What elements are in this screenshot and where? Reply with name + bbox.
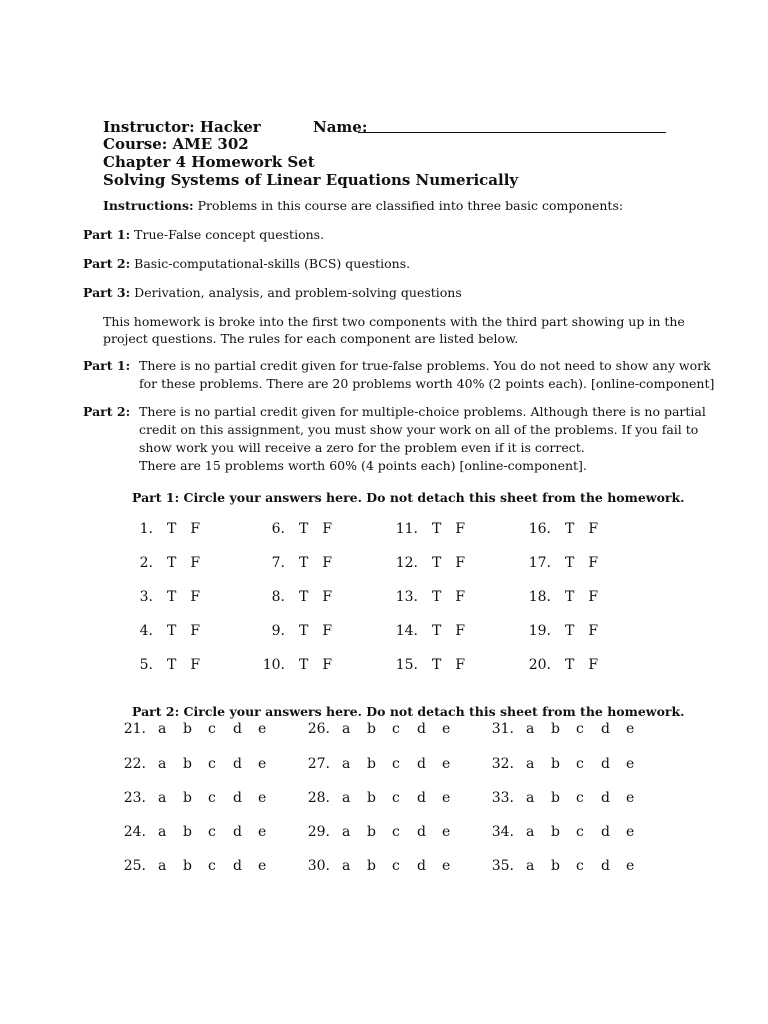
answer-option-b[interactable]: b (367, 721, 376, 737)
answer-option-a[interactable]: a (342, 721, 351, 737)
answer-option-f[interactable]: F (455, 589, 466, 605)
question-number: 28. (307, 790, 330, 806)
answer-option-c[interactable]: c (576, 824, 584, 840)
answer-option-a[interactable]: a (342, 824, 351, 840)
rule-label: Part 1: (83, 358, 131, 373)
multiple-choice-question (490, 858, 651, 874)
question-number: 24. (123, 824, 146, 840)
rule-label: Part 2: (83, 404, 131, 419)
multiple-choice-question (122, 824, 283, 840)
question-number: 5. (139, 657, 153, 673)
question-number: 22. (123, 756, 146, 772)
rule-line: There is no partial credit given for true-false problems. You do not need to show any work (139, 358, 711, 373)
answer-option-d[interactable]: d (417, 790, 426, 806)
component-item (83, 226, 324, 244)
intro-line-1: This homework is broke into the first two components with the third part showing up in the (103, 314, 685, 329)
answer-option-c[interactable]: c (576, 756, 584, 772)
true-false-question (257, 521, 346, 537)
answer-option-t[interactable]: T (167, 589, 177, 605)
answer-option-d[interactable]: d (601, 790, 610, 806)
question-number: 4. (139, 623, 153, 639)
question-number: 26. (307, 721, 330, 737)
component-label: Part 2: (83, 256, 131, 271)
answer-option-e[interactable]: e (258, 756, 267, 772)
answer-option-d[interactable]: d (417, 858, 426, 874)
answer-option-f[interactable]: F (588, 589, 599, 605)
question-number: 12. (395, 555, 418, 571)
answer-option-c[interactable]: c (208, 824, 216, 840)
answer-option-c[interactable]: c (208, 790, 216, 806)
answer-option-d[interactable]: d (233, 790, 242, 806)
answer-option-t[interactable]: T (299, 555, 309, 571)
answer-option-d[interactable]: d (233, 858, 242, 874)
answer-option-a[interactable]: a (526, 858, 535, 874)
answer-option-f[interactable]: F (190, 521, 201, 537)
answer-option-t[interactable]: T (432, 657, 442, 673)
answer-option-t[interactable]: T (565, 521, 575, 537)
answer-option-b[interactable]: b (183, 858, 192, 874)
multiple-choice-question (306, 790, 467, 806)
question-number: 11. (395, 521, 418, 537)
answer-option-b[interactable]: b (551, 721, 560, 737)
answer-option-d[interactable]: d (233, 824, 242, 840)
answer-option-t[interactable]: T (167, 555, 177, 571)
answer-option-e[interactable]: e (626, 858, 635, 874)
question-number: 13. (395, 589, 418, 605)
answer-option-c[interactable]: c (576, 721, 584, 737)
answer-option-b[interactable]: b (367, 824, 376, 840)
instructor-line: Instructor: Hacker (103, 118, 261, 136)
answer-option-d[interactable]: d (233, 721, 242, 737)
question-number: 2. (139, 555, 153, 571)
rule-line: credit on this assignment, you must show your work on all of the problems. If you fail to (139, 422, 699, 437)
answer-option-t[interactable]: T (432, 521, 442, 537)
question-number: 31. (491, 721, 514, 737)
answer-option-t[interactable]: T (565, 555, 575, 571)
question-number: 21. (123, 721, 146, 737)
answer-option-f[interactable]: F (322, 555, 333, 571)
answer-option-e[interactable]: e (442, 858, 451, 874)
answer-option-d[interactable]: d (233, 756, 242, 772)
answer-option-f[interactable]: F (190, 657, 201, 673)
component-item (83, 284, 462, 302)
answer-option-f[interactable]: F (455, 555, 466, 571)
multiple-choice-question (122, 790, 283, 806)
answer-option-c[interactable]: c (576, 858, 584, 874)
instructions-line (103, 197, 623, 215)
answer-option-a[interactable]: a (526, 824, 535, 840)
question-number: 23. (123, 790, 146, 806)
answer-option-b[interactable]: b (183, 790, 192, 806)
answer-option-a[interactable]: a (158, 790, 167, 806)
answer-option-b[interactable]: b (183, 824, 192, 840)
question-number: 25. (123, 858, 146, 874)
answer-option-e[interactable]: e (626, 721, 635, 737)
intro-line-2: project questions. The rules for each component are listed below. (103, 331, 519, 346)
true-false-question (390, 521, 479, 537)
answer-option-b[interactable]: b (551, 756, 560, 772)
rule-line: There are 15 problems worth 60% (4 points each) [online-component]. (139, 458, 587, 473)
question-number: 30. (307, 858, 330, 874)
answer-option-a[interactable]: a (158, 824, 167, 840)
multiple-choice-question (306, 858, 467, 874)
answer-option-f[interactable]: F (455, 657, 466, 673)
true-false-question (257, 623, 346, 639)
name-blank-line[interactable] (358, 130, 666, 133)
answer-option-f[interactable]: F (588, 521, 599, 537)
answer-option-e[interactable]: e (442, 756, 451, 772)
rule-line: show work you will receive a zero for the problem even if it is correct. (139, 440, 585, 455)
instructions-label: Instructions: (103, 198, 194, 213)
answer-option-c[interactable]: c (392, 858, 400, 874)
multiple-choice-question (306, 824, 467, 840)
answer-option-c[interactable]: c (392, 721, 400, 737)
multiple-choice-question (122, 756, 283, 772)
answer-option-e[interactable]: e (626, 824, 635, 840)
course-line: Course: AME 302 (103, 135, 249, 153)
multiple-choice-question (122, 721, 283, 737)
answer-option-t[interactable]: T (299, 589, 309, 605)
answer-option-f[interactable]: F (190, 589, 201, 605)
answer-option-f[interactable]: F (588, 657, 599, 673)
answer-option-a[interactable]: a (158, 756, 167, 772)
true-false-question (125, 623, 214, 639)
answer-option-t[interactable]: T (432, 623, 442, 639)
true-false-question (523, 657, 612, 673)
multiple-choice-question (490, 824, 651, 840)
true-false-question (523, 589, 612, 605)
answer-option-b[interactable]: b (183, 721, 192, 737)
answer-option-t[interactable]: T (167, 623, 177, 639)
true-false-question (257, 657, 346, 673)
question-number: 34. (491, 824, 514, 840)
answer-option-c[interactable]: c (392, 790, 400, 806)
true-false-question (523, 623, 612, 639)
chapter-line: Chapter 4 Homework Set (103, 153, 315, 171)
true-false-question (390, 589, 479, 605)
part2-sheet-heading: Part 2: Circle your answers here. Do not detach this sheet from the homework. (132, 704, 685, 719)
component-text: Derivation, analysis, and problem-solving questions (134, 285, 462, 300)
question-number: 10. (262, 657, 285, 673)
answer-option-a[interactable]: a (158, 721, 167, 737)
component-text: True-False concept questions. (134, 227, 325, 242)
answer-option-d[interactable]: d (417, 721, 426, 737)
multiple-choice-question (490, 790, 651, 806)
answer-option-d[interactable]: d (417, 824, 426, 840)
question-number: 18. (528, 589, 551, 605)
answer-option-e[interactable]: e (626, 790, 635, 806)
part1-sheet-heading: Part 1: Circle your answers here. Do not detach this sheet from the homework. (132, 490, 685, 505)
answer-option-f[interactable]: F (588, 623, 599, 639)
answer-option-a[interactable]: a (526, 790, 535, 806)
question-number: 33. (491, 790, 514, 806)
answer-option-f[interactable]: F (322, 657, 333, 673)
answer-option-e[interactable]: e (442, 790, 451, 806)
question-number: 7. (271, 555, 285, 571)
multiple-choice-question (490, 721, 651, 737)
answer-option-b[interactable]: b (551, 790, 560, 806)
true-false-question (390, 657, 479, 673)
answer-option-b[interactable]: b (183, 756, 192, 772)
answer-option-t[interactable]: T (167, 657, 177, 673)
answer-option-c[interactable]: c (392, 756, 400, 772)
question-number: 15. (395, 657, 418, 673)
component-label: Part 3: (83, 285, 131, 300)
true-false-question (390, 623, 479, 639)
answer-option-c[interactable]: c (208, 721, 216, 737)
answer-option-d[interactable]: d (601, 824, 610, 840)
answer-option-c[interactable]: c (392, 824, 400, 840)
question-number: 29. (307, 824, 330, 840)
subject-line: Solving Systems of Linear Equations Numerically (103, 171, 519, 189)
question-number: 3. (139, 589, 153, 605)
answer-option-c[interactable]: c (576, 790, 584, 806)
answer-option-b[interactable]: b (367, 756, 376, 772)
answer-option-b[interactable]: b (367, 858, 376, 874)
true-false-question (125, 589, 214, 605)
question-number: 9. (271, 623, 285, 639)
answer-option-e[interactable]: e (258, 858, 267, 874)
answer-option-t[interactable]: T (299, 521, 309, 537)
name-label: Name: (313, 118, 368, 136)
answer-option-b[interactable]: b (551, 824, 560, 840)
answer-option-f[interactable]: F (588, 555, 599, 571)
answer-option-d[interactable]: d (417, 756, 426, 772)
answer-option-t[interactable]: T (299, 623, 309, 639)
rule-line: There is no partial credit given for multiple-choice problems. Although there is no partial (139, 404, 706, 419)
component-text: Basic-computational-skills (BCS) questions. (134, 256, 411, 271)
answer-option-d[interactable]: d (601, 756, 610, 772)
true-false-question (523, 555, 612, 571)
rule-line: for these problems. There are 20 problems worth 40% (2 points each). [online-component] (139, 376, 715, 391)
answer-option-t[interactable]: T (167, 521, 177, 537)
question-number: 32. (491, 756, 514, 772)
answer-option-f[interactable]: F (322, 521, 333, 537)
question-number: 27. (307, 756, 330, 772)
answer-option-f[interactable]: F (455, 623, 466, 639)
answer-option-t[interactable]: T (432, 555, 442, 571)
answer-option-e[interactable]: e (258, 721, 267, 737)
answer-option-e[interactable]: e (442, 721, 451, 737)
answer-option-t[interactable]: T (565, 657, 575, 673)
answer-option-c[interactable]: c (208, 756, 216, 772)
multiple-choice-question (490, 756, 651, 772)
true-false-question (125, 555, 214, 571)
answer-option-b[interactable]: b (551, 858, 560, 874)
answer-option-a[interactable]: a (342, 790, 351, 806)
instructions-text: Problems in this course are classified into three basic components: (197, 198, 624, 213)
answer-option-a[interactable]: a (342, 756, 351, 772)
question-number: 16. (528, 521, 551, 537)
answer-option-e[interactable]: e (258, 824, 267, 840)
answer-option-t[interactable]: T (432, 589, 442, 605)
true-false-question (390, 555, 479, 571)
true-false-question (257, 555, 346, 571)
true-false-question (125, 657, 214, 673)
multiple-choice-question (306, 721, 467, 737)
component-label: Part 1: (83, 227, 131, 242)
true-false-question (257, 589, 346, 605)
answer-option-a[interactable]: a (158, 858, 167, 874)
question-number: 1. (139, 521, 153, 537)
question-number: 6. (271, 521, 285, 537)
true-false-question (523, 521, 612, 537)
question-number: 8. (271, 589, 285, 605)
answer-option-a[interactable]: a (526, 756, 535, 772)
answer-option-a[interactable]: a (342, 858, 351, 874)
true-false-question (125, 521, 214, 537)
answer-option-e[interactable]: e (626, 756, 635, 772)
answer-option-d[interactable]: d (601, 721, 610, 737)
answer-option-t[interactable]: T (565, 623, 575, 639)
question-number: 20. (528, 657, 551, 673)
question-number: 17. (528, 555, 551, 571)
answer-option-c[interactable]: c (208, 858, 216, 874)
answer-option-d[interactable]: d (601, 858, 610, 874)
answer-option-t[interactable]: T (565, 589, 575, 605)
question-number: 35. (491, 858, 514, 874)
multiple-choice-question (306, 756, 467, 772)
answer-option-f[interactable]: F (455, 521, 466, 537)
question-number: 14. (395, 623, 418, 639)
answer-option-e[interactable]: e (442, 824, 451, 840)
answer-option-e[interactable]: e (258, 790, 267, 806)
question-number: 19. (528, 623, 551, 639)
answer-option-f[interactable]: F (190, 555, 201, 571)
answer-option-a[interactable]: a (526, 721, 535, 737)
answer-option-f[interactable]: F (322, 589, 333, 605)
component-item (83, 255, 410, 273)
answer-option-b[interactable]: b (367, 790, 376, 806)
answer-option-t[interactable]: T (299, 657, 309, 673)
answer-option-f[interactable]: F (322, 623, 333, 639)
answer-option-f[interactable]: F (190, 623, 201, 639)
multiple-choice-question (122, 858, 283, 874)
